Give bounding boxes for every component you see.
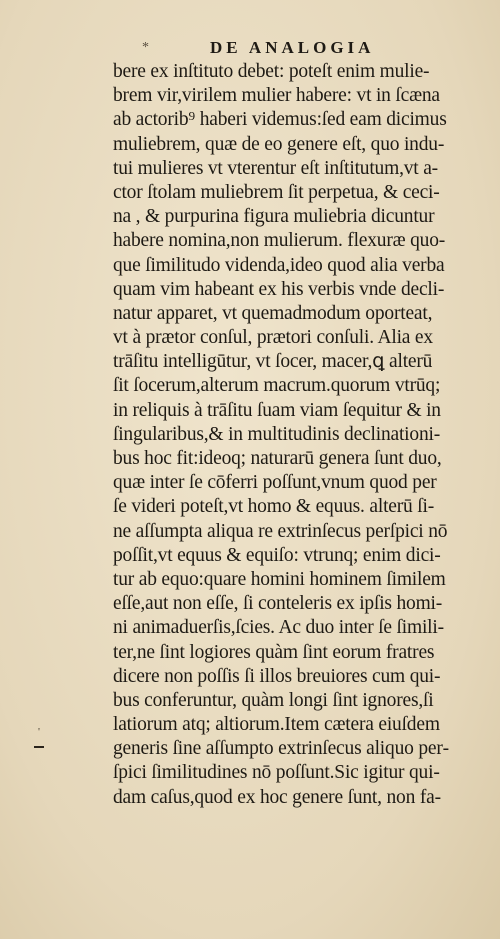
text-line: na , & purpurina figura muliebria dicuntur	[113, 206, 435, 228]
text-line: ſe videri poteſt,vt homo & equus. alterū ſi‑	[113, 496, 435, 518]
text-line: poſſit,vt equus & equiſo: vtrunq; enim dici‑	[113, 544, 441, 566]
text-line: ctor ſtolam muliebrem ſit perpetua, & ceci‑	[113, 181, 440, 203]
text-line: quæ inter ſe cōferri poſſunt,vnum quod per	[113, 472, 437, 494]
text-line: bere ex inſtituto debet: poteſt enim mulie‑	[113, 61, 430, 82]
margin-dash	[34, 746, 44, 748]
text-line: in reliquis à trāſitu ſuam viam ſequitur & in	[113, 399, 441, 421]
body-text	[113, 60, 485, 810]
text-line: ſit ſocerum,alterum macrum.quorum vtrūq;	[113, 375, 441, 397]
text-line: quam vim habeant ex his verbis vnde decli‑	[113, 278, 445, 300]
text-line: dicere non poſſis ſi illos breuiores cum qui‑	[113, 665, 441, 687]
text-line: habere nomina,non mulierum. flexuræ quo‑	[113, 230, 446, 252]
text-line: muliebrem, quæ de eo genere eſt, quo indu‑	[113, 133, 445, 155]
text-line: eſſe,aut non eſſe, ſi conteleris ex ipſis homi‑	[113, 593, 443, 615]
margin-mark: '	[38, 726, 40, 738]
text-line: ter,ne ſint logiores quàm ſint eorum fratres	[113, 641, 435, 663]
text-line: ſingularibus,& in multitudinis declinationi‑	[113, 423, 441, 445]
text-line: trāſitu intelligūtur, vt ſocer, macer,ꝗ alterū	[113, 351, 433, 373]
text-line: natur apparet, vt quemadmodum oporteat,	[113, 302, 433, 324]
running-header: DE ANALOGIA	[210, 38, 375, 57]
text-line: bus hoc fit:ideoq; naturarū genera ſunt duo,	[113, 448, 442, 469]
text-line: latiorum atq; altiorum.Item cætera eiuſdem	[113, 714, 440, 736]
text-line: dam caſus,quod ex hoc genere ſunt, non fa‑	[113, 786, 441, 808]
text-line: tui mulieres vt vterentur eſt inſtitutum,vt a‑	[113, 157, 438, 179]
text-line: ſpici ſimilitudines nō poſſunt.Sic igitur qui‑	[113, 762, 440, 784]
text-line: bus conferuntur, quàm longi ſint ignores,ſi	[113, 689, 434, 711]
text-line: brem vir,virilem mulier habere: vt in ſcæna	[113, 85, 440, 107]
text-line: generis ſine aſſumpto extrinſecus aliquo per‑	[113, 738, 449, 760]
text-line: tur ab equo:quare homini hominem ſimilem	[113, 568, 446, 590]
header-mark: *	[142, 40, 149, 55]
text-line: que ſimilitudo videnda,ideo quod alia verba	[113, 254, 445, 276]
text-line: ab actorib⁹ haberi videmus:ſed eam dicimus	[113, 109, 447, 131]
text-line: ni animaduerſis,ſcies. Ac duo inter ſe ſimili‑	[113, 617, 444, 639]
text-line: ne aſſumpta aliqua re extrinſecus perſpici nō	[113, 520, 448, 542]
text-line: vt à prætor conſul, prætori conſuli. Alia ex	[113, 327, 433, 349]
